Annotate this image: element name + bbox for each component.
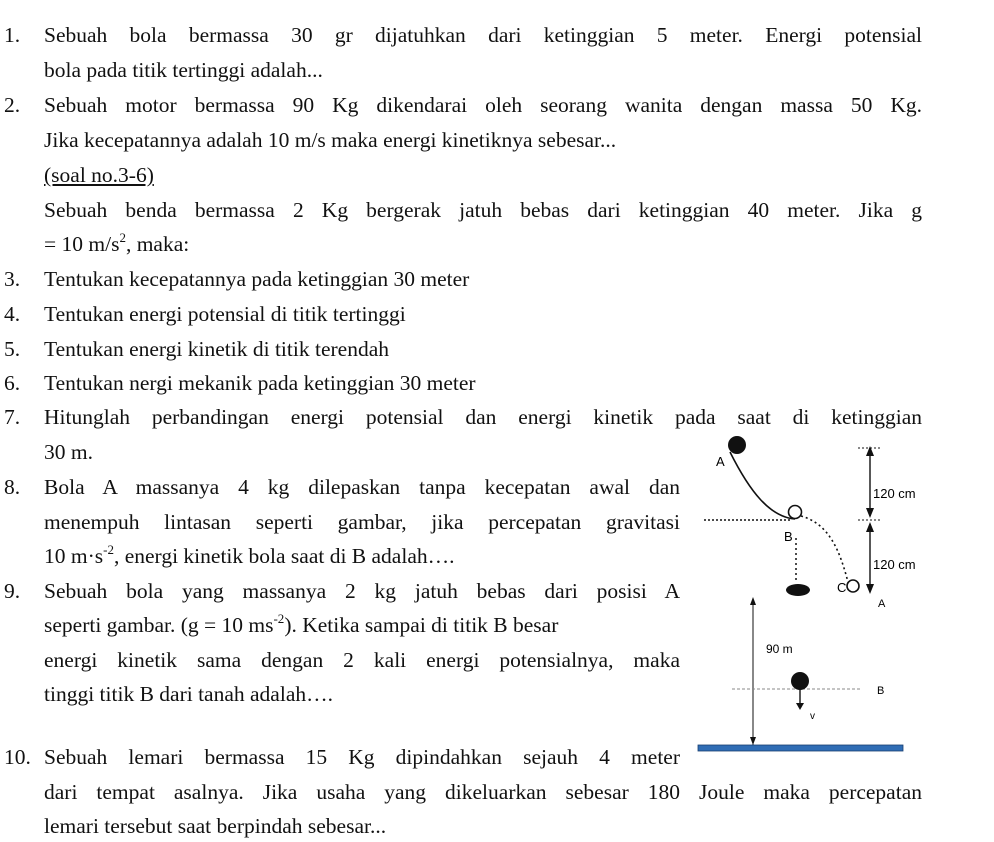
track-curve xyxy=(730,452,795,519)
question-text: bola pada titik tertinggi adalah... xyxy=(44,58,323,82)
question-number: 7. xyxy=(4,405,21,429)
label-a: A xyxy=(716,454,725,469)
question-number: 1. xyxy=(4,23,21,47)
arrow-down-icon xyxy=(866,508,874,518)
question-text: menempuh lintasan seperti gambar, jika percepatan gravitasi xyxy=(44,510,680,534)
superscript: -2 xyxy=(273,611,285,626)
arrow-up-icon xyxy=(750,597,756,605)
question-number: 4. xyxy=(4,302,21,326)
question-text: Tentukan nergi mekanik pada ketinggian 30 meter xyxy=(44,371,476,395)
question-text: Jika kecepatannya adalah 10 m/s maka energi kinetiknya sebesar... xyxy=(44,128,617,152)
question-text: Sebuah bola yang massanya 2 kg jatuh bebas dari posisi A xyxy=(44,579,680,603)
arrow-down-icon xyxy=(750,737,756,745)
ball-a xyxy=(728,436,746,454)
trajectory xyxy=(801,516,848,582)
track-diagram xyxy=(690,432,920,607)
group-title-text: (soal no.3-6) xyxy=(44,163,154,187)
question-number: 5. xyxy=(4,337,21,361)
label-b: B xyxy=(784,529,793,544)
group-text: , maka: xyxy=(125,232,190,256)
superscript: -2 xyxy=(103,542,114,557)
ground xyxy=(698,745,903,751)
ball-b xyxy=(789,506,802,519)
group-text: Sebuah benda bermassa 2 Kg bergerak jatuh bebas dari ketinggian 40 meter. Jika g xyxy=(44,198,922,222)
falling-ball xyxy=(791,672,809,690)
formula-g: 10 m·s xyxy=(44,544,104,568)
height-label: 90 m xyxy=(766,642,793,656)
label-b: B xyxy=(877,685,885,697)
question-text: Bola A massanya 4 kg dilepaskan tanpa kecepatan awal dan xyxy=(44,475,680,499)
question-number: 6. xyxy=(4,371,21,395)
question-text: Sebuah bola bermassa 30 gr dijatuhkan dari ketinggian 5 meter. Energi potensial xyxy=(44,23,922,47)
question-text: lemari tersebut saat berpindah sebesar... xyxy=(44,814,387,838)
question-text: Sebuah lemari bermassa 15 Kg dipindahkan sejauh 4 meter xyxy=(44,745,680,769)
question-text: Hitunglah perbandingan energi potensial dan energi kinetik pada saat di ketinggian xyxy=(44,405,922,429)
question-text: , energi kinetik bola saat di B adalah…. xyxy=(113,544,455,568)
question-number: 10. xyxy=(4,745,31,769)
question-number: 9. xyxy=(4,579,21,603)
arrow-down-icon xyxy=(796,703,804,710)
dimension-label: 120 cm xyxy=(873,486,916,501)
question-text: Sebuah motor bermassa 90 Kg dikendarai oleh seorang wanita dengan massa 50 Kg. xyxy=(44,93,922,117)
question-text: 30 m. xyxy=(44,440,93,464)
superscript: 2 xyxy=(119,230,126,245)
dimension-label: 120 cm xyxy=(873,557,916,572)
label-v: v xyxy=(810,711,815,722)
question-text: seperti gambar. (g = 10 ms xyxy=(44,613,274,637)
question-text: energi kinetik sama dengan 2 kali energi potensialnya, maka xyxy=(44,648,680,672)
question-text: Tentukan kecepatannya pada ketinggian 30 meter xyxy=(44,267,470,291)
question-number: 8. xyxy=(4,475,21,499)
question-text: Tentukan energi potensial di titik tertinggi xyxy=(44,302,406,326)
label-c: C xyxy=(837,580,847,595)
question-text: ). Ketika sampai di titik B besar xyxy=(284,613,559,637)
freefall-diagram xyxy=(690,585,920,765)
question-text: tinggi titik B dari tanah adalah…. xyxy=(44,682,333,706)
question-number: 2. xyxy=(4,93,21,117)
question-text: Tentukan energi kinetik di titik terendah xyxy=(44,337,389,361)
question-number: 3. xyxy=(4,267,21,291)
question-text: dari tempat asalnya. Jika usaha yang dikeluarkan sebesar 180 Joule maka percepatan xyxy=(44,780,922,804)
formula-g: = 10 m/s xyxy=(44,232,120,256)
label-a: A xyxy=(878,598,886,610)
arrow-up-icon xyxy=(866,522,874,532)
